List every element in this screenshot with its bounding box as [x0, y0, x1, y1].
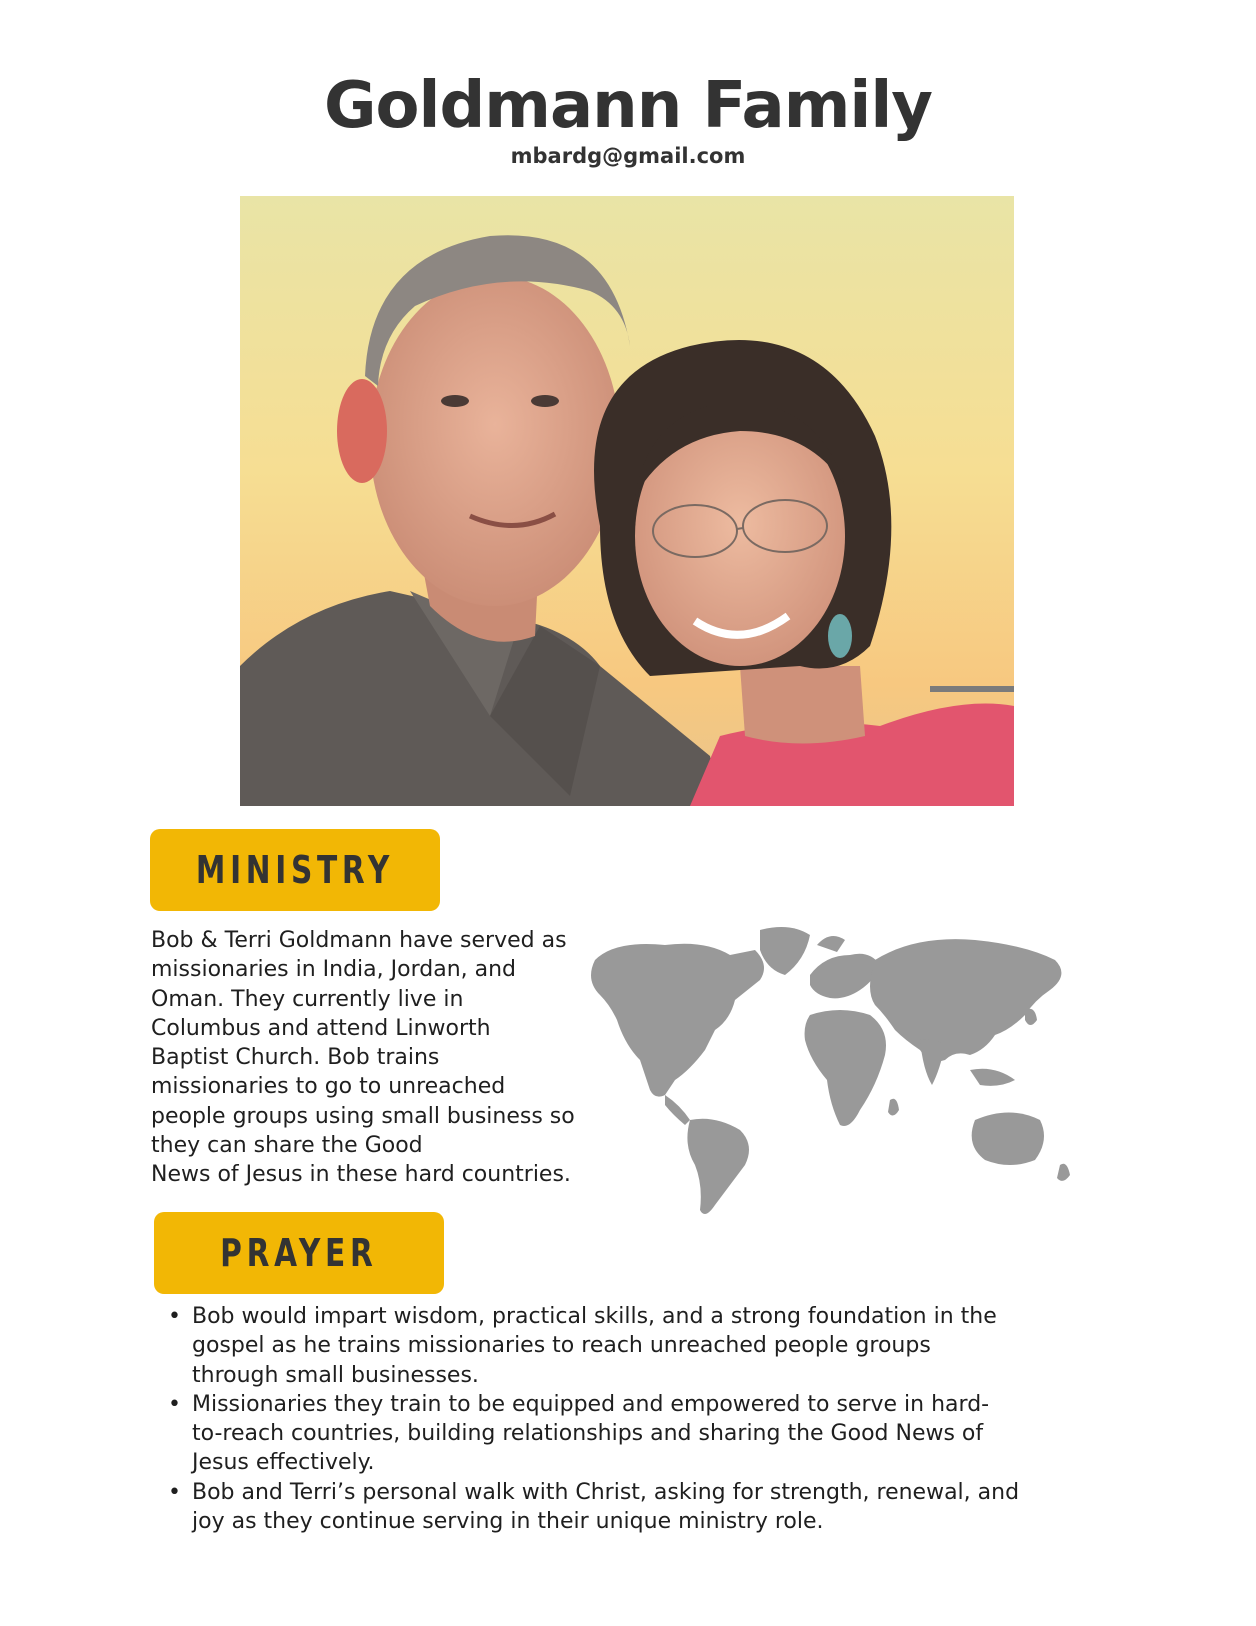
ministry-line: Bob & Terri Goldmann have served as [151, 928, 567, 953]
family-photo [240, 196, 1014, 806]
ministry-line: News of Jesus in these hard countries. [151, 1162, 571, 1188]
prayer-line: Jesus effectively. [192, 1450, 375, 1476]
bullet-icon: • [168, 1304, 181, 1329]
prayer-line: Bob and Terri’s personal walk with Christ, asking for strength, renewal, and [192, 1479, 1020, 1505]
prayer-line: Missionaries they train to be equipped and empowered to serve in hard- [192, 1391, 990, 1417]
ministry-line: missionaries to go to unreached [151, 1074, 506, 1100]
prayer-line: joy as they continue serving in their unique ministry role. [192, 1509, 824, 1535]
list-item [165, 1478, 1125, 1537]
prayer-line: Bob would impart wisdom, practical skills, and a strong foundation in the [192, 1304, 997, 1329]
ministry-line: Columbus and attend Linworth [151, 1015, 491, 1041]
ministry-heading: MINISTRY [195, 848, 395, 892]
list-item [165, 1390, 1125, 1478]
contact-email: mbardg@gmail.com [510, 144, 746, 168]
prayer-heading-box [154, 1212, 444, 1294]
ministry-line: missionaries in India, Jordan, and [151, 957, 517, 983]
list-item [165, 1302, 1125, 1390]
ministry-heading-box [150, 829, 440, 911]
ministry-line: Oman. They currently live in [151, 986, 464, 1012]
bullet-icon: • [168, 1391, 181, 1417]
bullet-icon: • [168, 1479, 181, 1505]
prayer-heading: PRAYER [220, 1231, 378, 1275]
world-map-icon [555, 920, 1095, 1225]
prayer-line: to-reach countries, building relationships and sharing the Good News of [192, 1421, 984, 1447]
ministry-line: they can share the Good [151, 1133, 423, 1159]
prayer-line: gospel as he trains missionaries to reach unreached people groups [192, 1333, 931, 1359]
prayer-list [165, 1302, 1125, 1536]
ministry-line: Baptist Church. Bob trains [151, 1045, 440, 1071]
ministry-line: people groups using small business so [151, 1103, 575, 1129]
page-title: Goldmann Family [324, 69, 932, 143]
prayer-line: through small businesses. [192, 1362, 479, 1388]
